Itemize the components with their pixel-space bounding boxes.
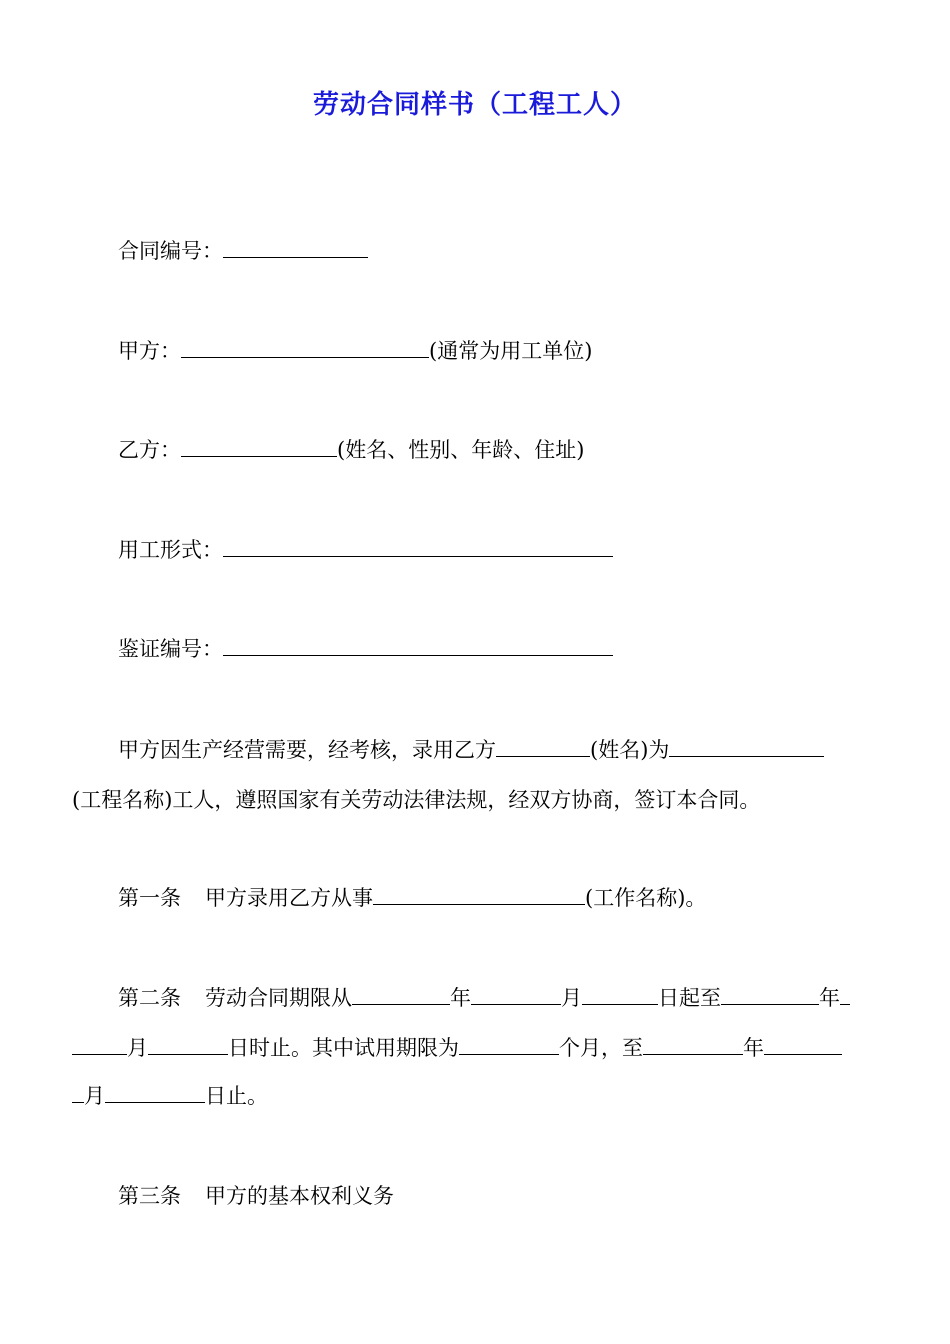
end-year-blank xyxy=(721,984,819,1005)
party-b-blank xyxy=(181,436,337,457)
article-2-line-1 xyxy=(118,983,850,1013)
project-name-blank xyxy=(669,736,824,757)
end-day-blank xyxy=(148,1034,228,1055)
contract-no-line xyxy=(118,236,368,266)
article-3-line xyxy=(118,1181,394,1211)
certification-no-line xyxy=(118,634,613,664)
probation-months-blank xyxy=(459,1034,559,1055)
document-title: 劳动合同样书（工程工人） xyxy=(312,90,637,120)
start-year-blank xyxy=(352,984,450,1005)
preamble-text-2: (姓名)为 xyxy=(590,738,670,762)
article-2-line-2 xyxy=(72,1033,842,1063)
party-b-line xyxy=(118,435,584,465)
probation-day-blank xyxy=(105,1082,205,1103)
employee-name-blank xyxy=(496,736,590,757)
contract-no-label: 合同编号： xyxy=(118,239,223,263)
article-2-text-2: 日时止。其中试用期限为 xyxy=(228,1036,459,1060)
probation-year-blank xyxy=(643,1034,743,1055)
end-month-blank-part-2 xyxy=(72,1034,127,1055)
article-3-text: 甲方的基本权利义务 xyxy=(205,1184,394,1208)
article-2-text-3: 个月，至 xyxy=(559,1036,643,1060)
party-b-label: 乙方： xyxy=(118,438,181,462)
article-2-line-3 xyxy=(72,1081,268,1111)
start-month-blank xyxy=(471,984,561,1005)
article-2-number: 第二条 xyxy=(118,986,181,1010)
party-a-blank xyxy=(181,337,429,358)
contract-no-blank xyxy=(223,237,368,258)
probation-month-blank-part-2 xyxy=(72,1082,84,1103)
party-b-note: (姓名、性别、年龄、住址) xyxy=(337,438,585,462)
preamble-text-3: (工程名称)工人，遵照国家有关劳动法律法规，经双方协商，签订本合同。 xyxy=(72,788,761,812)
probation-year-label: 年 xyxy=(743,1036,764,1060)
preamble-line-2 xyxy=(72,785,760,815)
probation-month-label: 月 xyxy=(84,1084,105,1108)
article-1-text-1: 甲方录用乙方从事 xyxy=(205,886,373,910)
preamble-text-1: 甲方因生产经营需要，经考核，录用乙方 xyxy=(118,738,496,762)
start-day-label: 日起至 xyxy=(658,986,721,1010)
end-month-label: 月 xyxy=(127,1036,148,1060)
article-1-text-2: (工作名称)。 xyxy=(585,886,707,910)
probation-month-blank-part-1 xyxy=(764,1034,842,1055)
article-1-line xyxy=(118,883,706,913)
certification-no-blank xyxy=(223,635,613,656)
article-1-number: 第一条 xyxy=(118,886,181,910)
employment-form-label: 用工形式： xyxy=(118,538,223,562)
start-year-label: 年 xyxy=(450,986,471,1010)
start-month-label: 月 xyxy=(561,986,582,1010)
preamble-line-1 xyxy=(118,735,824,765)
party-a-label: 甲方： xyxy=(118,339,181,363)
employment-form-line xyxy=(118,535,613,565)
certification-no-label: 鉴证编号： xyxy=(118,637,223,661)
article-3-number: 第三条 xyxy=(118,1184,181,1208)
end-month-blank-part-1 xyxy=(840,984,850,1005)
employment-form-blank xyxy=(223,536,613,557)
job-title-blank xyxy=(373,884,585,905)
party-a-note: (通常为用工单位) xyxy=(429,339,593,363)
party-a-line xyxy=(118,336,592,366)
article-2-text-4: 日止。 xyxy=(205,1084,268,1108)
article-2-text-1: 劳动合同期限从 xyxy=(205,986,352,1010)
end-year-label: 年 xyxy=(819,986,840,1010)
start-day-blank xyxy=(582,984,658,1005)
